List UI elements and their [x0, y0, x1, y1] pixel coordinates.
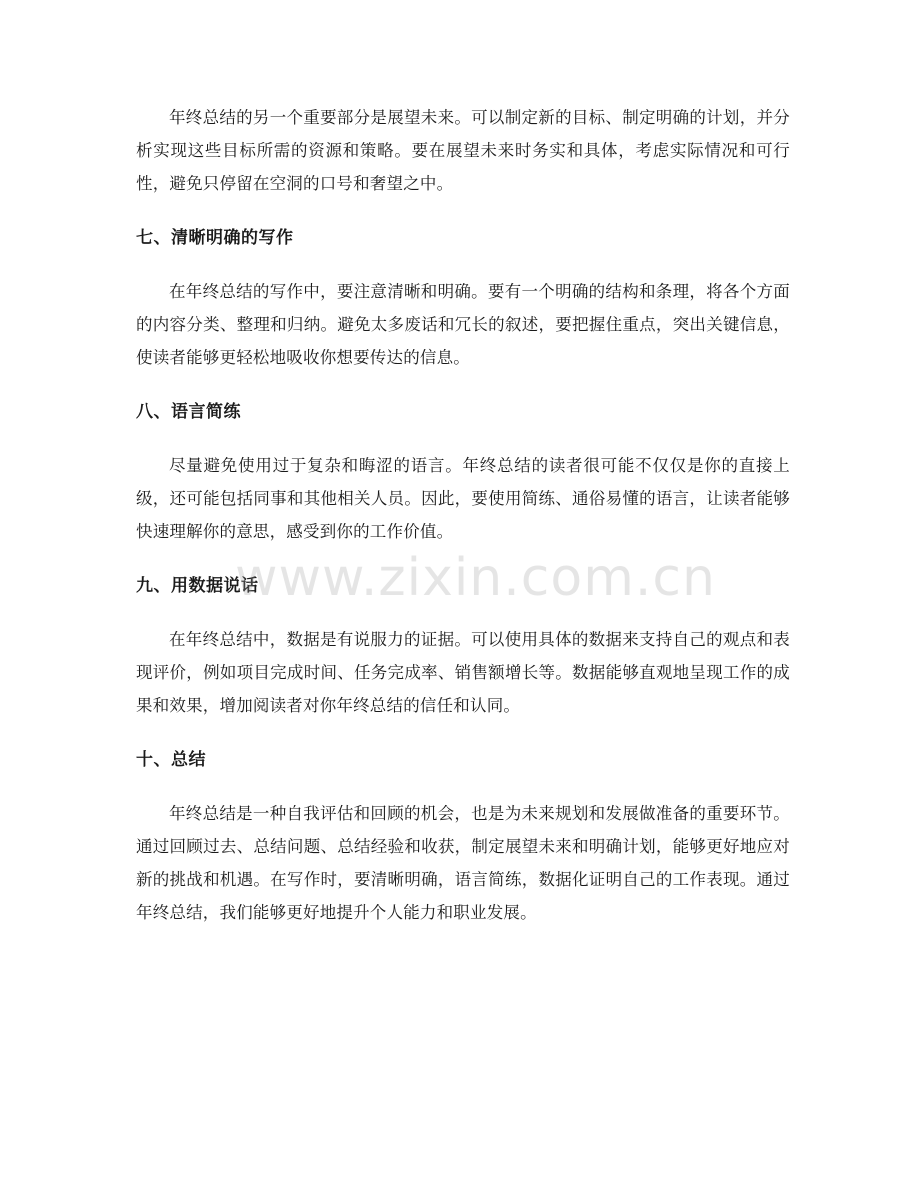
paragraph-summary: 年终总结是一种自我评估和回顾的机会，也是为未来规划和发展做准备的重要环节。通过回顾过去、总结问题、总结经验和收获，制定展望未来和明确计划，能够更好地应对新的挑战和机遇。在写作时，要清晰明确，语言简练，数据化证明自己的工作表现。通过年终总结，我们能够更好地提升个人能力和职业发展。 — [136, 804, 790, 922]
heading-concise-language: 八、语言简练 — [136, 402, 241, 422]
heading-data-speaks: 九、用数据说话 — [136, 576, 259, 596]
watermark-text: www.zixin.com.cn — [235, 548, 716, 608]
document-page — [136, 101, 790, 929]
heading-summary: 十、总结 — [136, 750, 206, 770]
paragraph-clear-writing: 在年终总结的写作中，要注意清晰和明确。要有一个明确的结构和条理，将各个方面的内容分类、整理和归纳。避免太多废话和冗长的叙述，要把握住重点，突出关键信息，使读者能够更轻松地吸收你想要传达的信息。 — [136, 282, 790, 367]
heading-clear-writing: 七、清晰明确的写作 — [136, 228, 294, 248]
paragraph-concise-language: 尽量避免使用过于复杂和晦涩的语言。年终总结的读者很可能不仅仅是你的直接上级，还可能包括同事和其他相关人员。因此，要使用简练、通俗易懂的语言，让读者能够快速理解你的意思，感受到你的工作价值。 — [136, 456, 790, 541]
paragraph-future-outlook: 年终总结的另一个重要部分是展望未来。可以制定新的目标、制定明确的计划，并分析实现这些目标所需的资源和策略。要在展望未来时务实和具体，考虑实际情况和可行性，避免只停留在空洞的口号和奢望之中。 — [136, 108, 790, 193]
paragraph-data-speaks: 在年终总结中，数据是有说服力的证据。可以使用具体的数据来支持自己的观点和表现评价，例如项目完成时间、任务完成率、销售额增长等。数据能够直观地呈现工作的成果和效果，增加阅读者对你年终总结的信任和认同。 — [136, 630, 790, 715]
